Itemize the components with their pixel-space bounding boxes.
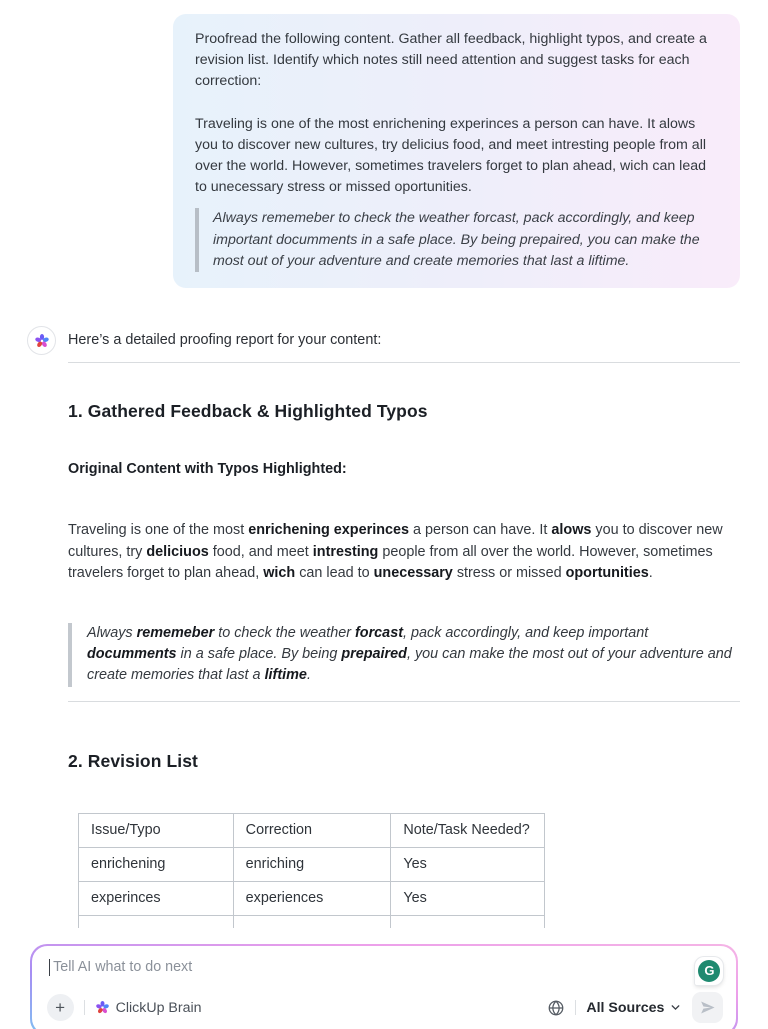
send-icon: [699, 999, 716, 1016]
chevron-down-icon: [669, 1001, 682, 1014]
divider: [68, 362, 740, 363]
section-1-sublabel: Original Content with Typos Highlighted:: [68, 461, 347, 478]
add-attachment-button[interactable]: +: [47, 994, 74, 1021]
grammarly-icon: G: [698, 960, 720, 982]
table-cell: enrichening: [79, 847, 234, 881]
table-cell: [391, 915, 545, 928]
assistant-intro-text: Here’s a detailed proofing report for your content:: [68, 332, 382, 349]
sources-dropdown[interactable]: [586, 1000, 682, 1016]
composer[interactable]: [32, 946, 737, 1029]
brain-flower-icon: [34, 333, 50, 349]
table-header-row: [79, 813, 545, 847]
table-row: [79, 881, 545, 915]
user-message-intro: Proofread the following content. Gather all feedback, highlight typos, and create a revision list. Identify which notes still need attention and suggest tasks for each correction:: [195, 31, 707, 90]
composer-border: [30, 944, 738, 1029]
highlighted-quote: Always rememeber to check the weather forcast, pack accordingly, and keep important documments in a safe place. By being prepaired, you can make the most out of your adventure and create memories that last a liftime.: [68, 623, 740, 687]
text-caret: [49, 959, 51, 976]
send-button[interactable]: [692, 992, 723, 1023]
user-message-bubble: [173, 14, 740, 288]
table-cell: Yes: [391, 847, 545, 881]
user-message-body: Traveling is one of the most enrichening experinces a person can have. It alows you to discover new cultures, try delicius food, and meet intresting people from all over the world. However, sometimes travelers forget to plan ahead, wich can lead to unecessary stress or missed oportunities.: [195, 115, 707, 196]
assistant-row: [27, 326, 740, 355]
section-1-title: 1. Gathered Feedback & Highlighted Typos: [68, 401, 428, 422]
assistant-response: [68, 362, 740, 928]
web-search-button[interactable]: [547, 999, 565, 1017]
divider: [68, 701, 740, 702]
table-cell: experinces: [79, 881, 234, 915]
table-cell: experiences: [233, 881, 391, 915]
table-cell: enriching: [233, 847, 391, 881]
revision-table: [78, 813, 545, 928]
composer-toolbar: [47, 992, 724, 1023]
table-cell: Yes: [391, 881, 545, 915]
globe-icon: [547, 999, 565, 1017]
table-cell: [233, 915, 391, 928]
clickup-brain-selector[interactable]: [95, 1000, 202, 1016]
composer-input[interactable]: Tell AI what to do next: [53, 959, 193, 976]
table-header-cell: Correction: [233, 813, 391, 847]
table-cell: [79, 915, 234, 928]
divider: [575, 1000, 576, 1015]
composer-input-row[interactable]: [49, 959, 722, 976]
clickup-brain-avatar: [27, 326, 56, 355]
table-row-clipped: [79, 915, 545, 928]
table-row: [79, 847, 545, 881]
brain-label: ClickUp Brain: [115, 999, 202, 1016]
highlighted-paragraph: Traveling is one of the most enrichening experinces a person can have. It alows you to discover new cultures, try deliciuos food, and meet intresting people from all over the world. However, sometimes travelers forget to plan ahead, wich can lead to unecessary stress or missed oportunities.: [68, 522, 723, 582]
section-2-title: 2. Revision List: [68, 750, 198, 771]
chat-page: [0, 14, 768, 1029]
revision-table-container: [78, 813, 545, 928]
user-message-quote: Always rememeber to check the weather forcast, pack accordingly, and keep important documments in a safe place. By being prepaired, you can make the most out of your adventure and create memories that last a liftime.: [195, 208, 718, 272]
sources-label: All Sources: [586, 999, 665, 1016]
grammarly-badge[interactable]: [695, 957, 723, 985]
divider: [84, 1000, 85, 1015]
table-header-cell: Issue/Typo: [79, 813, 234, 847]
brain-flower-icon: [95, 1000, 110, 1015]
table-header-cell: Note/Task Needed?: [391, 813, 545, 847]
